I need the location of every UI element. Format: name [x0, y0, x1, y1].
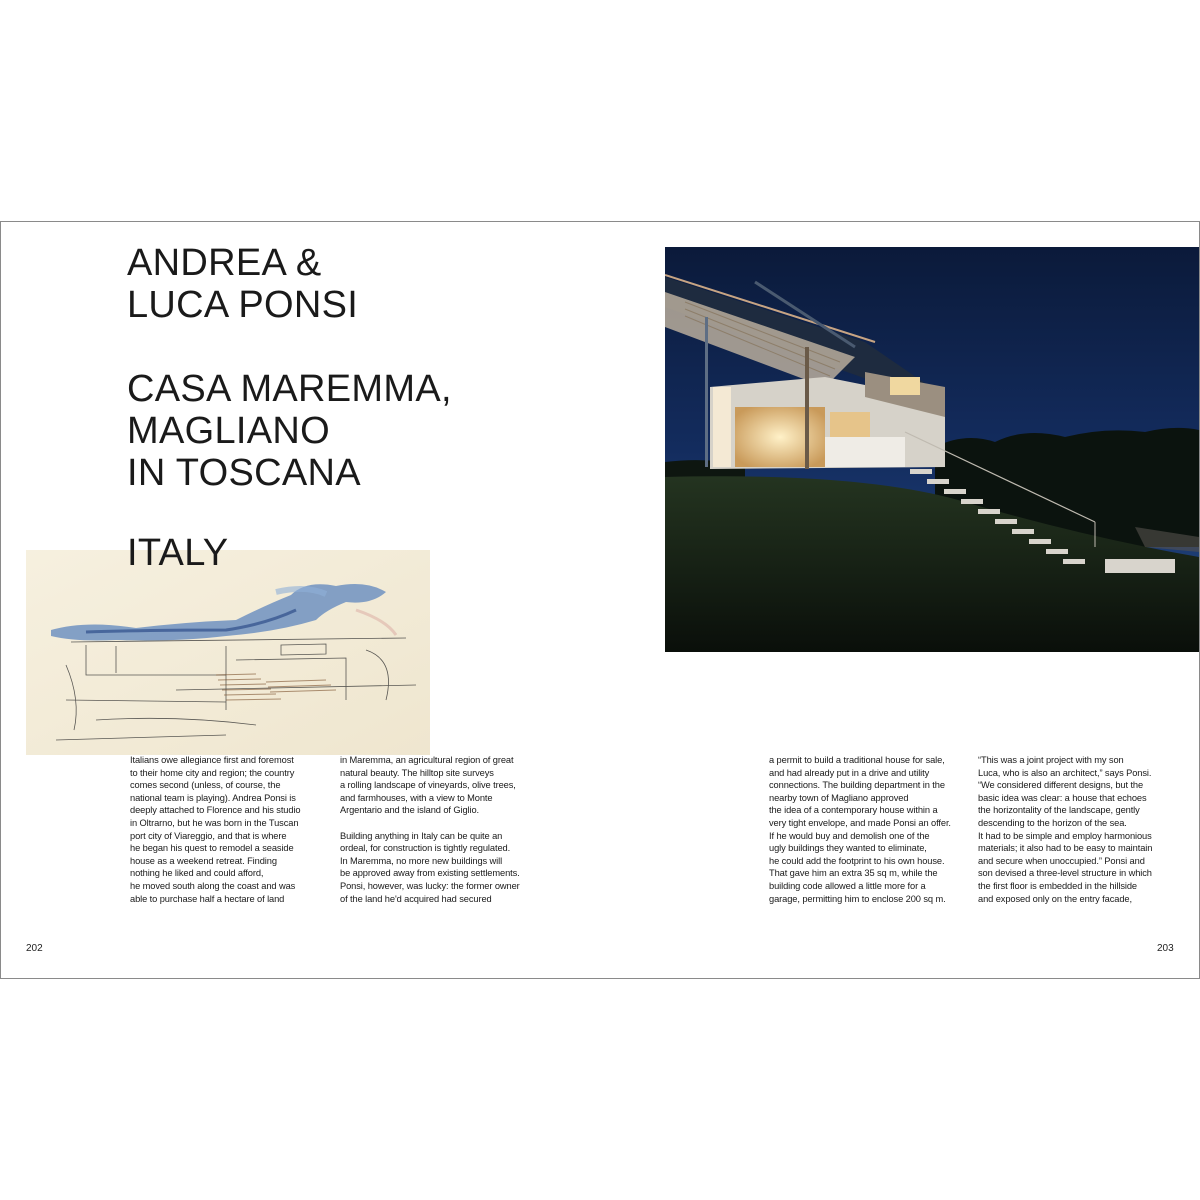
- text-line: the first floor is embedded in the hillside: [978, 880, 1137, 891]
- text-line: That gave him an extra 35 sq m, while the: [769, 868, 938, 879]
- text-line: basic idea was clear: a house that echoes: [978, 792, 1147, 803]
- night-house-photo: [665, 247, 1199, 652]
- page-number-left: 202: [26, 943, 43, 954]
- text-line: comes second (unless, of course, the: [130, 780, 281, 791]
- text-line: house as a weekend retreat. Finding: [130, 855, 277, 866]
- body-column-3: [769, 754, 965, 905]
- text-line: Luca, who is also an architect,” says Ponsi.: [978, 767, 1152, 778]
- text-line: a permit to build a traditional house for sale,: [769, 755, 945, 765]
- text-line: the idea of a contemporary house within a: [769, 805, 938, 816]
- title-line: MAGLIANO: [127, 410, 330, 452]
- text-line: in Maremma, an agricultural region of great: [340, 755, 514, 765]
- text-line: deeply attached to Florence and his studio: [130, 805, 301, 816]
- text-line: he could add the footprint to his own house.: [769, 855, 945, 866]
- architects-title: [127, 242, 358, 326]
- text-line: Argentario and the island of Giglio.: [340, 805, 480, 816]
- text-line: natural beauty. The hilltop site surveys: [340, 767, 494, 778]
- text-line: and secure when unoccupied.” Ponsi and: [978, 855, 1145, 866]
- text-line: a rolling landscape of vineyards, olive trees,: [340, 780, 516, 791]
- text-line: ordeal, for construction is tightly regulated.: [340, 843, 511, 854]
- text-line: son devised a three-level structure in which: [978, 868, 1152, 879]
- text-line: port city of Viareggio, and that is where: [130, 830, 287, 841]
- body-column-4: [978, 754, 1174, 905]
- page-number-right: 203: [1157, 943, 1174, 954]
- country-title: [127, 532, 228, 574]
- text-line: descending to the horizon of the sea.: [978, 817, 1127, 828]
- title-line: CASA MAREMMA,: [127, 368, 452, 410]
- text-line: nothing he liked and could afford,: [130, 868, 264, 879]
- text-line: and exposed only on the entry facade,: [978, 893, 1132, 904]
- text-line: It had to be simple and employ harmonious: [978, 830, 1152, 841]
- text-line: If he would buy and demolish one of the: [769, 830, 930, 841]
- text-line: very tight envelope, and made Ponsi an offer.: [769, 817, 951, 828]
- text-line: building code allowed a little more for a: [769, 880, 926, 891]
- text-line: be approved away from existing settlements.: [340, 868, 520, 879]
- title-line: LUCA PONSI: [127, 284, 359, 326]
- title-line: ANDREA &: [127, 242, 322, 284]
- text-line: “We considered different designs, but the: [978, 780, 1144, 791]
- text-line: and had already put in a drive and utility: [769, 767, 930, 778]
- text-line: he began his quest to remodel a seaside: [130, 843, 294, 854]
- text-line: able to purchase half a hectare of land: [130, 893, 285, 904]
- text-line: in Oltrarno, but he was born in the Tuscan: [130, 817, 299, 828]
- text-line: Ponsi, however, was lucky: the former owner: [340, 880, 520, 891]
- text-line: ugly buildings they wanted to eliminate,: [769, 843, 927, 854]
- text-line: Italians owe allegiance first and foremost: [130, 755, 294, 765]
- text-line: national team is playing). Andrea Ponsi is: [130, 792, 296, 803]
- text-line: “This was a joint project with my son: [978, 755, 1124, 765]
- text-line: In Maremma, no more new buildings will: [340, 855, 503, 866]
- text-line: garage, permitting him to enclose 200 sq m.: [769, 893, 946, 904]
- body-column-2: [340, 754, 536, 905]
- text-line: the horizontality of the landscape, gently: [978, 805, 1140, 816]
- title-line: IN TOSCANA: [127, 452, 361, 494]
- text-line: he moved south along the coast and was: [130, 880, 296, 891]
- text-line: and farmhouses, with a view to Monte: [340, 792, 493, 803]
- body-column-1: [130, 754, 326, 905]
- title-line: ITALY: [127, 532, 229, 574]
- text-line: of the land he'd acquired had secured: [340, 893, 492, 904]
- text-line: Building anything in Italy can be quite an: [340, 830, 503, 841]
- paragraph-gap: [340, 817, 536, 830]
- watercolor-sketch-image: [26, 550, 430, 755]
- text-line: to their home city and region; the country: [130, 767, 295, 778]
- project-title: [127, 368, 452, 494]
- text-line: nearby town of Magliano approved: [769, 792, 909, 803]
- text-line: materials; it also had to be easy to maintain: [978, 843, 1153, 854]
- text-line: connections. The building department in the: [769, 780, 945, 791]
